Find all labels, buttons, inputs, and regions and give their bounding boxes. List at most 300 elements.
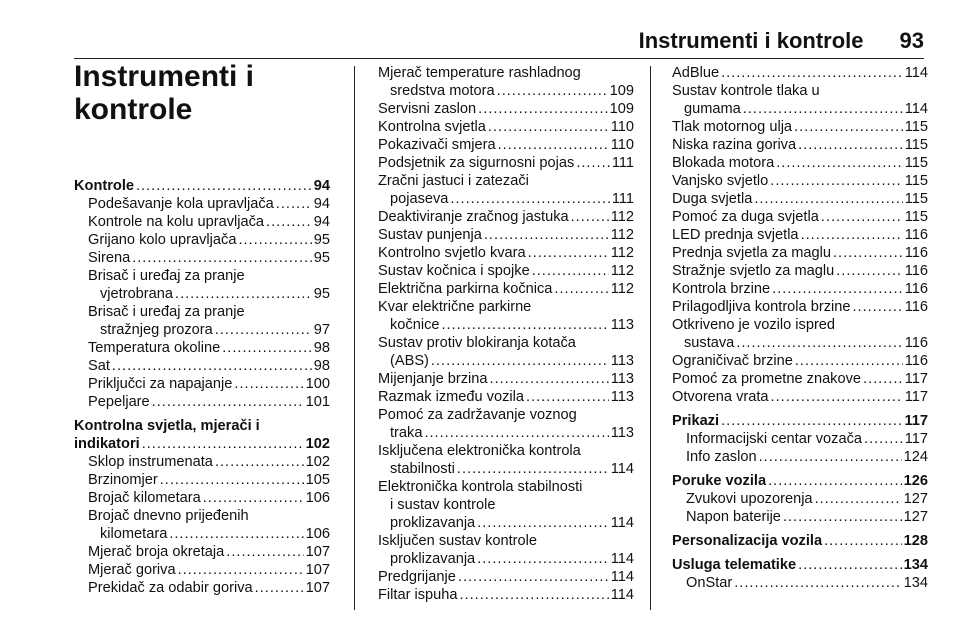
toc-entry-label: Mjerač goriva bbox=[88, 562, 176, 578]
toc-entry[interactable] bbox=[378, 154, 634, 172]
toc-leader-dots bbox=[226, 543, 303, 561]
toc-entry-label: Usluga telematike bbox=[672, 557, 797, 573]
toc-entry-page: 116 bbox=[904, 245, 928, 261]
toc-leader-dots bbox=[497, 82, 608, 100]
toc-leader-dots bbox=[768, 472, 902, 490]
toc-entry-label: Pomoć za prometne znakove bbox=[672, 371, 862, 387]
toc-leader-dots bbox=[238, 231, 311, 249]
toc-entry[interactable] bbox=[672, 532, 928, 550]
toc-entry-label: Stražnje svjetlo za maglu bbox=[672, 263, 835, 279]
toc-entry-page: 112 bbox=[610, 209, 634, 225]
toc-entry[interactable] bbox=[74, 453, 330, 471]
toc-entry-label-line1: Isključena elektronička kontrola bbox=[378, 443, 581, 459]
toc-entry[interactable] bbox=[378, 460, 634, 478]
toc-leader-dots bbox=[450, 190, 609, 208]
toc-entry-label: AdBlue bbox=[672, 65, 720, 81]
toc-entry-page: 102 bbox=[305, 454, 330, 470]
toc-leader-dots bbox=[477, 514, 609, 532]
column-divider bbox=[650, 66, 651, 610]
toc-leader-dots bbox=[736, 334, 902, 352]
toc-entry-page: 116 bbox=[904, 353, 928, 369]
toc-entry-label: Napon baterije bbox=[686, 509, 781, 525]
toc-entry-label: Zvukovi upozorenja bbox=[686, 491, 813, 507]
toc-leader-dots bbox=[441, 316, 608, 334]
toc-leader-dots bbox=[554, 280, 608, 298]
toc-entry[interactable] bbox=[378, 244, 634, 262]
toc-entry-label: sredstva motora bbox=[390, 83, 495, 99]
toc-entry[interactable] bbox=[672, 370, 928, 388]
toc-entry-label: Pokazivači smjera bbox=[378, 137, 496, 153]
toc-entry[interactable] bbox=[378, 586, 634, 604]
toc-entry[interactable] bbox=[74, 471, 330, 489]
toc-leader-dots bbox=[801, 226, 903, 244]
toc-entry[interactable] bbox=[378, 82, 634, 100]
toc-entry-label: Blokada motora bbox=[672, 155, 775, 171]
toc-leader-dots bbox=[142, 435, 304, 453]
toc-leader-dots bbox=[222, 339, 312, 357]
toc-entry-page: 115 bbox=[904, 173, 928, 189]
toc-leader-dots bbox=[169, 525, 303, 543]
toc-entry[interactable] bbox=[74, 561, 330, 579]
toc-entry-label: LED prednja svjetla bbox=[672, 227, 799, 243]
toc-entry-wrapped bbox=[74, 267, 330, 303]
toc-entry-label: pojaseva bbox=[390, 191, 449, 207]
toc-entry[interactable] bbox=[378, 280, 634, 298]
toc-entry-wrapped bbox=[378, 172, 634, 208]
toc-entry-page: 117 bbox=[904, 389, 928, 405]
toc-entry[interactable] bbox=[672, 430, 928, 448]
toc-leader-dots bbox=[203, 489, 304, 507]
toc-leader-dots bbox=[721, 412, 902, 430]
toc-leader-dots bbox=[276, 195, 312, 213]
toc-leader-dots bbox=[478, 100, 607, 118]
column-divider bbox=[354, 66, 355, 610]
toc-entry-page: 115 bbox=[904, 119, 928, 135]
toc-entry-page: 107 bbox=[305, 544, 330, 560]
toc-entry-label: Sustav punjenja bbox=[378, 227, 482, 243]
toc-entry[interactable] bbox=[378, 136, 634, 154]
toc-entry-wrapped bbox=[378, 478, 634, 532]
toc-entry[interactable] bbox=[672, 208, 928, 226]
toc-entry[interactable] bbox=[74, 357, 330, 375]
toc-entry[interactable] bbox=[378, 316, 634, 334]
toc-entry-page: 115 bbox=[904, 209, 928, 225]
toc-entry[interactable] bbox=[672, 388, 928, 406]
toc-entry[interactable] bbox=[74, 177, 330, 195]
toc-entry[interactable] bbox=[672, 190, 928, 208]
toc-leader-dots bbox=[424, 424, 608, 442]
toc-entry-label: Sustav kočnica i spojke bbox=[378, 263, 530, 279]
toc-entry-page: 134 bbox=[903, 575, 928, 591]
toc-entry-page: 111 bbox=[611, 155, 634, 171]
toc-leader-dots bbox=[783, 508, 902, 526]
toc-entry[interactable] bbox=[672, 244, 928, 262]
toc-entry-label: Informacijski centar vozača bbox=[686, 431, 863, 447]
toc-entry-label: Prilagodljiva kontrola brzine bbox=[672, 299, 851, 315]
toc-entry-page: 127 bbox=[903, 491, 928, 507]
toc-entry-label: Kontrole bbox=[74, 178, 134, 194]
toc-entry-wrapped bbox=[672, 316, 928, 352]
toc-entry-label-line2: i sustav kontrole bbox=[390, 497, 496, 513]
toc-entry[interactable] bbox=[378, 370, 634, 388]
toc-column-1 bbox=[74, 171, 330, 597]
toc-leader-dots bbox=[488, 118, 609, 136]
toc-entry-page: 98 bbox=[313, 340, 330, 356]
toc-entry-page: 116 bbox=[904, 299, 928, 315]
toc-entry-page: 114 bbox=[610, 515, 634, 531]
toc-entry-label: Priključci za napajanje bbox=[88, 376, 233, 392]
toc-leader-dots bbox=[759, 448, 902, 466]
toc-entry-page: 105 bbox=[305, 472, 330, 488]
toc-entry-page: 112 bbox=[610, 263, 634, 279]
toc-entry-label: Prekidač za odabir goriva bbox=[88, 580, 253, 596]
toc-entry-label: Servisni zaslon bbox=[378, 101, 477, 117]
toc-leader-dots bbox=[136, 177, 312, 195]
toc-entry-page: 113 bbox=[610, 389, 634, 405]
toc-leader-dots bbox=[255, 579, 304, 597]
toc-entry-page: 100 bbox=[305, 376, 330, 392]
toc-entry-label: indikatori bbox=[74, 436, 140, 452]
toc-entry-wrapped bbox=[672, 82, 928, 118]
toc-entry-page: 128 bbox=[903, 533, 928, 549]
toc-entry[interactable] bbox=[74, 375, 330, 393]
toc-entry-label: traka bbox=[390, 425, 423, 441]
toc-entry-label-line1: Mjerač temperature rashladnog bbox=[378, 65, 581, 81]
toc-entry-wrapped bbox=[378, 64, 634, 100]
toc-entry-label-line1: Brojač dnevno prijeđenih bbox=[88, 508, 249, 524]
toc-entry-page: 112 bbox=[610, 227, 634, 243]
toc-entry[interactable] bbox=[74, 489, 330, 507]
toc-leader-dots bbox=[821, 208, 903, 226]
toc-leader-dots bbox=[864, 430, 903, 448]
toc-leader-dots bbox=[457, 460, 609, 478]
toc-entry[interactable] bbox=[672, 226, 928, 244]
toc-leader-dots bbox=[836, 262, 903, 280]
toc-entry-page: 117 bbox=[904, 431, 928, 447]
toc-entry-page: 114 bbox=[610, 587, 634, 603]
toc-leader-dots bbox=[431, 352, 609, 370]
toc-leader-dots bbox=[215, 453, 304, 471]
toc-entry-label: Brzinomjer bbox=[88, 472, 158, 488]
toc-entry-label: Personalizacija vozila bbox=[672, 533, 823, 549]
toc-entry-page: 98 bbox=[313, 358, 330, 374]
toc-entry-label: proklizavanja bbox=[390, 551, 476, 567]
toc-entry-label-line1: Elektronička kontrola stabilnosti bbox=[378, 479, 583, 495]
toc-entry[interactable] bbox=[672, 556, 928, 574]
toc-entry[interactable] bbox=[378, 118, 634, 136]
toc-entry-page: 116 bbox=[904, 263, 928, 279]
toc-entry-label: stražnjeg prozora bbox=[100, 322, 213, 338]
toc-leader-dots bbox=[863, 370, 903, 388]
toc-entry-page: 134 bbox=[903, 557, 928, 573]
toc-entry-page: 126 bbox=[903, 473, 928, 489]
toc-entry-wrapped bbox=[378, 298, 634, 334]
toc-entry-wrapped bbox=[378, 532, 634, 568]
toc-entry-label: Podešavanje kola upravljača bbox=[88, 196, 274, 212]
toc-leader-dots bbox=[477, 550, 609, 568]
toc-entry-label: Pepeljare bbox=[88, 394, 150, 410]
toc-entry-page: 112 bbox=[610, 281, 634, 297]
toc-leader-dots bbox=[266, 213, 312, 231]
toc-entry-page: 107 bbox=[305, 562, 330, 578]
header-page-number: 93 bbox=[899, 28, 924, 53]
toc-entry[interactable] bbox=[672, 280, 928, 298]
toc-leader-dots bbox=[771, 388, 903, 406]
toc-entry[interactable] bbox=[672, 574, 928, 592]
toc-entry-label: kočnice bbox=[390, 317, 440, 333]
toc-leader-dots bbox=[526, 388, 609, 406]
toc-leader-dots bbox=[460, 586, 609, 604]
toc-entry-label: vjetrobrana bbox=[100, 286, 174, 302]
toc-entry[interactable] bbox=[378, 190, 634, 208]
toc-leader-dots bbox=[743, 100, 903, 118]
toc-leader-dots bbox=[576, 154, 609, 172]
toc-entry-label: Filtar ispuha bbox=[378, 587, 458, 603]
toc-entry[interactable] bbox=[672, 172, 928, 190]
toc-leader-dots bbox=[734, 574, 901, 592]
toc-column-3 bbox=[672, 64, 928, 592]
toc-entry-label: sustava bbox=[684, 335, 735, 351]
toc-leader-dots bbox=[458, 568, 609, 586]
toc-entry-wrapped bbox=[378, 406, 634, 442]
toc-entry[interactable] bbox=[672, 334, 928, 352]
toc-leader-dots bbox=[770, 172, 902, 190]
toc-leader-dots bbox=[776, 154, 903, 172]
toc-entry-label: Duga svjetla bbox=[672, 191, 753, 207]
toc-entry-page: 106 bbox=[305, 490, 330, 506]
toc-leader-dots bbox=[132, 249, 312, 267]
toc-column-2 bbox=[378, 64, 634, 604]
toc-leader-dots bbox=[852, 298, 902, 316]
toc-entry-label-line1: Sustav protiv blokiranja kotača bbox=[378, 335, 576, 351]
toc-entry-label: Niska razina goriva bbox=[672, 137, 797, 153]
toc-entry[interactable] bbox=[672, 352, 928, 370]
toc-entry-page: 110 bbox=[610, 137, 634, 153]
toc-entry[interactable] bbox=[74, 249, 330, 267]
running-header bbox=[639, 28, 924, 54]
toc-entry[interactable] bbox=[378, 352, 634, 370]
toc-entry[interactable] bbox=[672, 472, 928, 490]
toc-entry[interactable] bbox=[378, 514, 634, 532]
toc-entry-page: 115 bbox=[904, 191, 928, 207]
toc-entry-label: stabilnosti bbox=[390, 461, 455, 477]
toc-entry-label: Mjerač broja okretaja bbox=[88, 544, 225, 560]
toc-section-wrapped bbox=[74, 411, 330, 453]
toc-entry-page: 107 bbox=[305, 580, 330, 596]
header-section-title: Instrumenti i kontrole bbox=[638, 28, 864, 53]
toc-entry-label: Razmak između vozila bbox=[378, 389, 524, 405]
toc-entry-page: 117 bbox=[904, 371, 928, 387]
toc-entry[interactable] bbox=[672, 64, 928, 82]
toc-entry-label: (ABS) bbox=[390, 353, 429, 369]
toc-entry-label: Kontrola brzine bbox=[672, 281, 771, 297]
toc-entry-label: Prikazi bbox=[672, 413, 720, 429]
toc-entry-label-line1: Otkriveno je vozilo ispred bbox=[672, 317, 836, 333]
toc-leader-dots bbox=[824, 532, 902, 550]
toc-entry-wrapped bbox=[74, 507, 330, 543]
toc-entry-page: 95 bbox=[313, 250, 330, 266]
toc-entry-page: 94 bbox=[313, 196, 330, 212]
toc-entry-page: 114 bbox=[610, 569, 634, 585]
toc-entry-page: 113 bbox=[610, 317, 634, 333]
toc-entry-page: 124 bbox=[903, 449, 928, 465]
toc-entry-label: Brojač kilometara bbox=[88, 490, 201, 506]
toc-leader-dots bbox=[215, 321, 312, 339]
toc-entry-label: Vanjsko svjetlo bbox=[672, 173, 769, 189]
toc-entry-label: Kontrole na kolu upravljača bbox=[88, 214, 265, 230]
toc-entry-page: 113 bbox=[610, 425, 634, 441]
toc-leader-dots bbox=[795, 352, 903, 370]
toc-leader-dots bbox=[175, 285, 312, 303]
toc-entry[interactable] bbox=[672, 490, 928, 508]
toc-entry[interactable] bbox=[672, 298, 928, 316]
toc-entry[interactable] bbox=[378, 550, 634, 568]
toc-entry-label-line1: Kvar električne parkirne bbox=[378, 299, 532, 315]
toc-entry-page: 114 bbox=[904, 65, 928, 81]
toc-leader-dots bbox=[772, 280, 903, 298]
toc-leader-dots bbox=[815, 490, 902, 508]
toc-leader-dots bbox=[798, 136, 903, 154]
toc-leader-dots bbox=[178, 561, 304, 579]
chapter-title: Instrumenti i kontrole bbox=[74, 60, 255, 126]
toc-entry-label: Grijano kolo upravljača bbox=[88, 232, 237, 248]
toc-entry-wrapped bbox=[378, 334, 634, 370]
toc-entry-label: Mijenjanje brzina bbox=[378, 371, 488, 387]
toc-entry-page: 109 bbox=[609, 83, 634, 99]
toc-entry[interactable] bbox=[74, 525, 330, 543]
toc-entry[interactable] bbox=[74, 339, 330, 357]
toc-entry[interactable] bbox=[378, 208, 634, 226]
toc-entry[interactable] bbox=[672, 412, 928, 430]
toc-entry[interactable] bbox=[74, 213, 330, 231]
toc-entry-label: Info zaslon bbox=[686, 449, 757, 465]
toc-entry-label: Ograničivač brzine bbox=[672, 353, 793, 369]
toc-entry-page: 95 bbox=[313, 286, 330, 302]
toc-entry[interactable] bbox=[74, 231, 330, 249]
toc-entry[interactable] bbox=[672, 100, 928, 118]
toc-entry-page: 114 bbox=[610, 551, 634, 567]
toc-leader-dots bbox=[234, 375, 303, 393]
toc-entry[interactable] bbox=[672, 262, 928, 280]
toc-entry-page: 97 bbox=[313, 322, 330, 338]
toc-entry-page: 101 bbox=[305, 394, 330, 410]
toc-entry-page: 113 bbox=[610, 353, 634, 369]
toc-entry-page: 113 bbox=[610, 371, 634, 387]
header-rule bbox=[74, 58, 924, 59]
toc-leader-dots bbox=[160, 471, 304, 489]
toc-entry[interactable] bbox=[672, 136, 928, 154]
toc-entry-page: 114 bbox=[904, 101, 928, 117]
toc-entry-label: Kontrolno svjetlo kvara bbox=[378, 245, 526, 261]
toc-entry-label: Električna parkirna kočnica bbox=[378, 281, 553, 297]
toc-entry[interactable] bbox=[378, 388, 634, 406]
toc-entry-page: 116 bbox=[904, 281, 928, 297]
toc-section-label-line1: Kontrolna svjetla, mjerači i bbox=[74, 418, 260, 434]
toc-entry-label: Prednja svjetla za maglu bbox=[672, 245, 831, 261]
toc-entry-wrapped bbox=[74, 303, 330, 339]
toc-leader-dots bbox=[528, 244, 609, 262]
toc-entry-page: 117 bbox=[904, 413, 928, 429]
toc-entry[interactable] bbox=[74, 579, 330, 597]
toc-entry-page: 111 bbox=[611, 191, 634, 207]
toc-entry-page: 95 bbox=[313, 232, 330, 248]
toc-entry-label: Poruke vozila bbox=[672, 473, 767, 489]
toc-entry-label: Otvorena vrata bbox=[672, 389, 769, 405]
toc-entry-label: Predgrijanje bbox=[378, 569, 456, 585]
toc-entry-page: 115 bbox=[904, 137, 928, 153]
toc-entry[interactable] bbox=[672, 118, 928, 136]
toc-entry[interactable] bbox=[74, 285, 330, 303]
toc-entry[interactable] bbox=[378, 262, 634, 280]
toc-entry-label-line1: Brisač i uređaj za pranje bbox=[88, 304, 245, 320]
toc-entry-label: Sklop instrumenata bbox=[88, 454, 213, 470]
toc-leader-dots bbox=[498, 136, 609, 154]
toc-entry-label: Pomoć za duga svjetla bbox=[672, 209, 819, 225]
toc-entry-page: 127 bbox=[903, 509, 928, 525]
toc-entry[interactable] bbox=[378, 100, 634, 118]
toc-leader-dots bbox=[798, 556, 902, 574]
toc-entry-label: Sirena bbox=[88, 250, 131, 266]
toc-entry-page: 106 bbox=[305, 526, 330, 542]
toc-leader-dots bbox=[794, 118, 903, 136]
toc-entry[interactable] bbox=[378, 424, 634, 442]
toc-entry-page: 94 bbox=[313, 178, 330, 194]
toc-entry[interactable] bbox=[378, 568, 634, 586]
toc-leader-dots bbox=[112, 357, 312, 375]
toc-entry-label-line1: Zračni jastuci i zatezači bbox=[378, 173, 529, 189]
toc-entry-page: 116 bbox=[904, 335, 928, 351]
toc-entry-label: Kontrolna svjetla bbox=[378, 119, 486, 135]
toc-entry-label: Deaktiviranje zračnog jastuka bbox=[378, 209, 569, 225]
toc-entry[interactable] bbox=[74, 393, 330, 411]
toc-entry[interactable] bbox=[74, 195, 330, 213]
toc-entry-label: kilometara bbox=[100, 526, 168, 542]
toc-leader-dots bbox=[152, 393, 304, 411]
toc-entry-label-line1: Pomoć za zadržavanje voznog bbox=[378, 407, 577, 423]
toc-entry-label: proklizavanja bbox=[390, 515, 476, 531]
toc-entry-page: 116 bbox=[904, 227, 928, 243]
toc-entry-page: 109 bbox=[609, 101, 634, 117]
toc-leader-dots bbox=[490, 370, 609, 388]
toc-entry[interactable] bbox=[672, 448, 928, 466]
toc-leader-dots bbox=[721, 64, 903, 82]
toc-entry[interactable] bbox=[74, 543, 330, 561]
toc-leader-dots bbox=[571, 208, 609, 226]
toc-entry[interactable] bbox=[378, 226, 634, 244]
toc-leader-dots bbox=[532, 262, 609, 280]
toc-entry-label: OnStar bbox=[686, 575, 733, 591]
toc-entry-label: gumama bbox=[684, 101, 741, 117]
toc-entry-page: 94 bbox=[313, 214, 330, 230]
toc-entry[interactable] bbox=[74, 321, 330, 339]
toc-entry-page: 115 bbox=[904, 155, 928, 171]
toc-entry[interactable] bbox=[672, 154, 928, 172]
toc-leader-dots bbox=[484, 226, 609, 244]
toc-entry-label: Tlak motornog ulja bbox=[672, 119, 793, 135]
toc-entry-label-line1: Sustav kontrole tlaka u bbox=[672, 83, 820, 99]
toc-leader-dots bbox=[833, 244, 903, 262]
toc-entry-page: 114 bbox=[610, 461, 634, 477]
toc-entry-page: 102 bbox=[305, 436, 330, 452]
toc-entry-label: Podsjetnik za sigurnosni pojas bbox=[378, 155, 575, 171]
toc-entry-label-line1: Isključen sustav kontrole bbox=[378, 533, 537, 549]
toc-entry-label-line1: Brisač i uređaj za pranje bbox=[88, 268, 245, 284]
toc-entry-label: Sat bbox=[88, 358, 110, 374]
toc-entry-label: Temperatura okoline bbox=[88, 340, 221, 356]
toc-entry[interactable] bbox=[74, 435, 330, 453]
toc-entry-page: 110 bbox=[610, 119, 634, 135]
toc-entry[interactable] bbox=[672, 508, 928, 526]
